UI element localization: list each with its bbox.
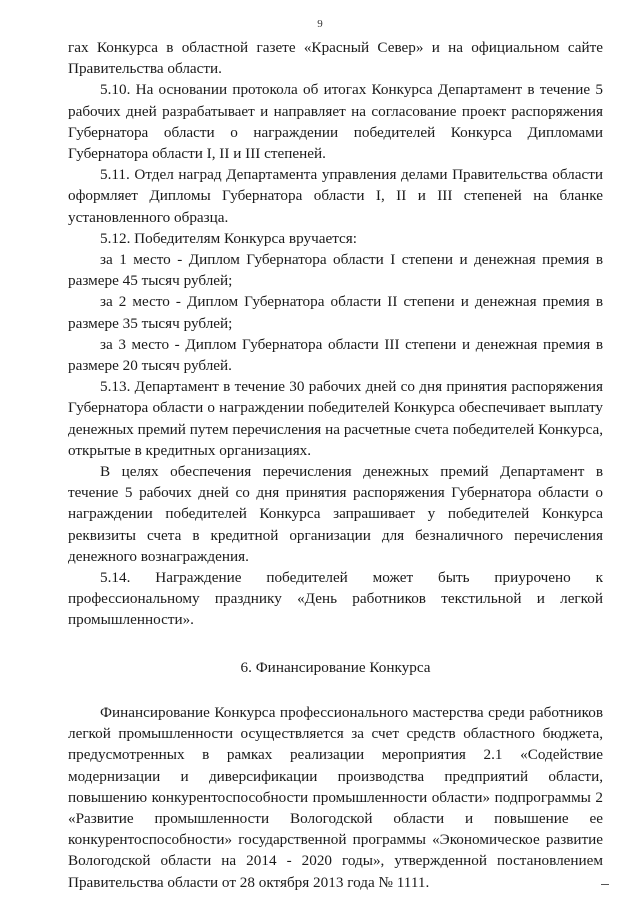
paragraph-place-2: за 2 место - Диплом Губернатора области II степени и денежная премия в размере 35 тысяч рублей; <box>68 293 603 332</box>
paragraph-intro: гах Конкурса в областной газете «Красный Север» и на официальном сайте Правительства области. <box>68 39 603 78</box>
paragraph-purpose: В целях обеспечения перечисления денежных премий Департамент в течение 5 рабочих дней со дня принятия распоряжения Губернатора области о награждении победителей Конкурса запрашивает у победителей Конкурса реквизиты счета в кредитной организации для безналичного перечисления денежного вознаграждения. <box>68 463 603 565</box>
paragraph-5-11: 5.11. Отдел наград Департамента управления делами Правительства области оформляет Дипломы Губернатора области I, II и III степеней на бланке установленного образца. <box>68 166 603 226</box>
section-heading-6: 6. Финансирование Конкурса <box>240 658 431 676</box>
paragraph-5-12: 5.12. Победителям Конкурса вручается: <box>100 229 357 247</box>
paragraph-5-10: 5.10. На основании протокола об итогах Конкурса Департамент в течение 5 рабочих дней разрабатывает и направляет на согласование проект распоряжения Губернатора области о награждении победителей Конкурса Дипломами Губернатора области I, II и III степеней. <box>68 81 603 163</box>
paragraph-5-14: 5.14. Награждение победителей может быть приурочено к профессиональному празднику «День работников текстильной и легкой промышленности». <box>68 569 603 629</box>
document-body <box>68 37 603 893</box>
paragraph-5-13: 5.13. Департамент в течение 30 рабочих дней со дня принятия распоряжения Губернатора области о награждении победителей Конкурса обеспечивает выплату денежных премий путем перечисления на расчетные счета победителей Конкурса, открытые в кредитных организациях. <box>68 378 603 459</box>
page-number: 9 <box>317 18 323 30</box>
paragraph-place-1: за 1 место - Диплом Губернатора области I степени и денежная премия в размере 45 тысяч рублей; <box>68 251 603 290</box>
paragraph-place-3: за 3 место - Диплом Губернатора области III степени и денежная премия в размере 20 тысяч рублей. <box>68 335 603 375</box>
paragraph-6-body: Финансирование Конкурса профессионального мастерства среди работников легкой промышленности осуществляется за счет средств областного бюджета, предусмотренных в рамках реализации мероприятия 2.1 «Содействие модернизации и диверсификации производства предприятий области, повышению конкурентоспособности промышленности области» подпрограммы 2 «Развитие промышленности Вологодской области и повышение ее конкурентоспособности» государственной программы «Экономическое развитие Вологодской области на 2014 - 2020 годы», утвержденной постановлением Правительства области от 28 октября 2013 года № 1111. <box>68 703 603 891</box>
scan-mark <box>601 884 609 885</box>
